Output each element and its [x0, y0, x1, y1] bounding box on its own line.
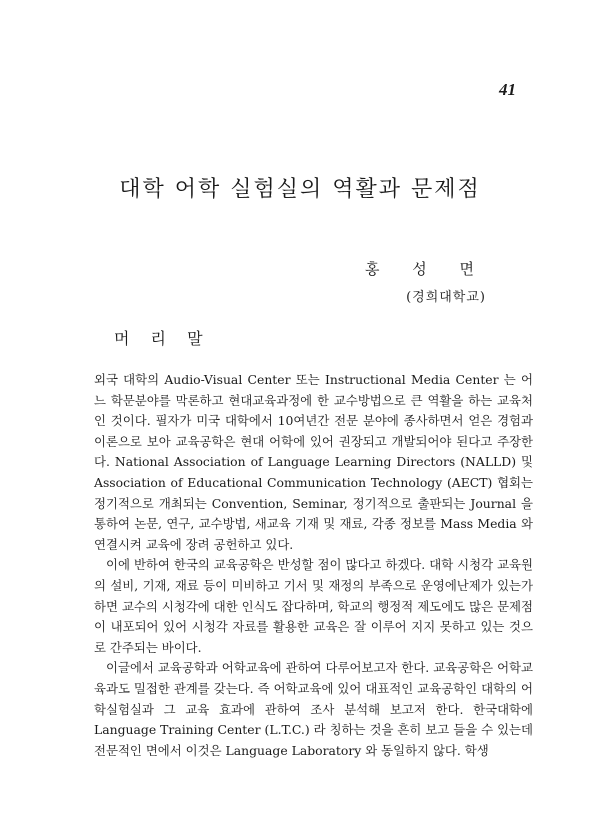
section-heading: 머 리 말 — [114, 329, 211, 348]
body-paragraph: 이에 반하여 한국의 교육공학은 반성할 점이 많다고 하겠다. 대학 시청각 교육원의 설비, 기재, 재료 등이 미비하고 기서 및 재정의 부족으로 운영에난제가 있는가 하면 교수의 시청각에 대한 인식도 잡다하며, 학교의 행정적 제도에도 많은 문제점이 내포되어 있어 시청각 자료를 활용한 교육은 잘 이루어 지지 못하고 있는 것으로 간주되는 바이다. — [94, 557, 533, 655]
page-number: 41 — [499, 80, 516, 99]
body-paragraph: 외국 대학의 Audio-Visual Center 또는 Instructional Media Center 는 어느 학문분야를 막론하고 현대교육과정에 한 교수방법으로 큰 역활을 하는 교육처인 것이다. 필자가 미국 대학에서 10여년간 전문 분야에 종사하면서 얻은 경험과 이론으로 보아 교육공학은 현대 어학에 있어 권장되고 개발되어야 된다고 주장한다. National Association of Language Learning Directors (NALLD) 및 Association of Educational Communication Technology (AECT) 협회는 정기적으로 개최되는 Convention, Seminar, 정기적으로 출판되는 Journal 을 통하여 논문, 연구, 교수방법, 새교육 기재 및 재료, 각종 정보를 Mass Media 와 연결시켜 교육에 장려 공헌하고 있다. — [94, 372, 533, 552]
body-paragraph: 이글에서 교육공학과 어학교육에 관하여 다루어보고자 한다. 교육공학은 어학교육과도 밀접한 관계를 갖는다. 즉 어학교육에 있어 대표적인 교육공학인 대학의 어학실험실과 그 교육 효과에 관하여 조사 분석해 보고저 한다. 한국대학에 Language Training Center (L.T.C.) 라 칭하는 것을 흔히 보고 들을 수 있는데 전문적인 면에서 이것은 Language Laboratory 와 동일하지 않다. 학생 — [94, 660, 533, 758]
author-affiliation: (경희대학교) — [406, 290, 486, 305]
author-name: 홍 성 면 — [364, 260, 488, 278]
article-title: 대학 어학 실험실의 역활과 문제점 — [119, 177, 481, 202]
article-body — [94, 370, 533, 761]
